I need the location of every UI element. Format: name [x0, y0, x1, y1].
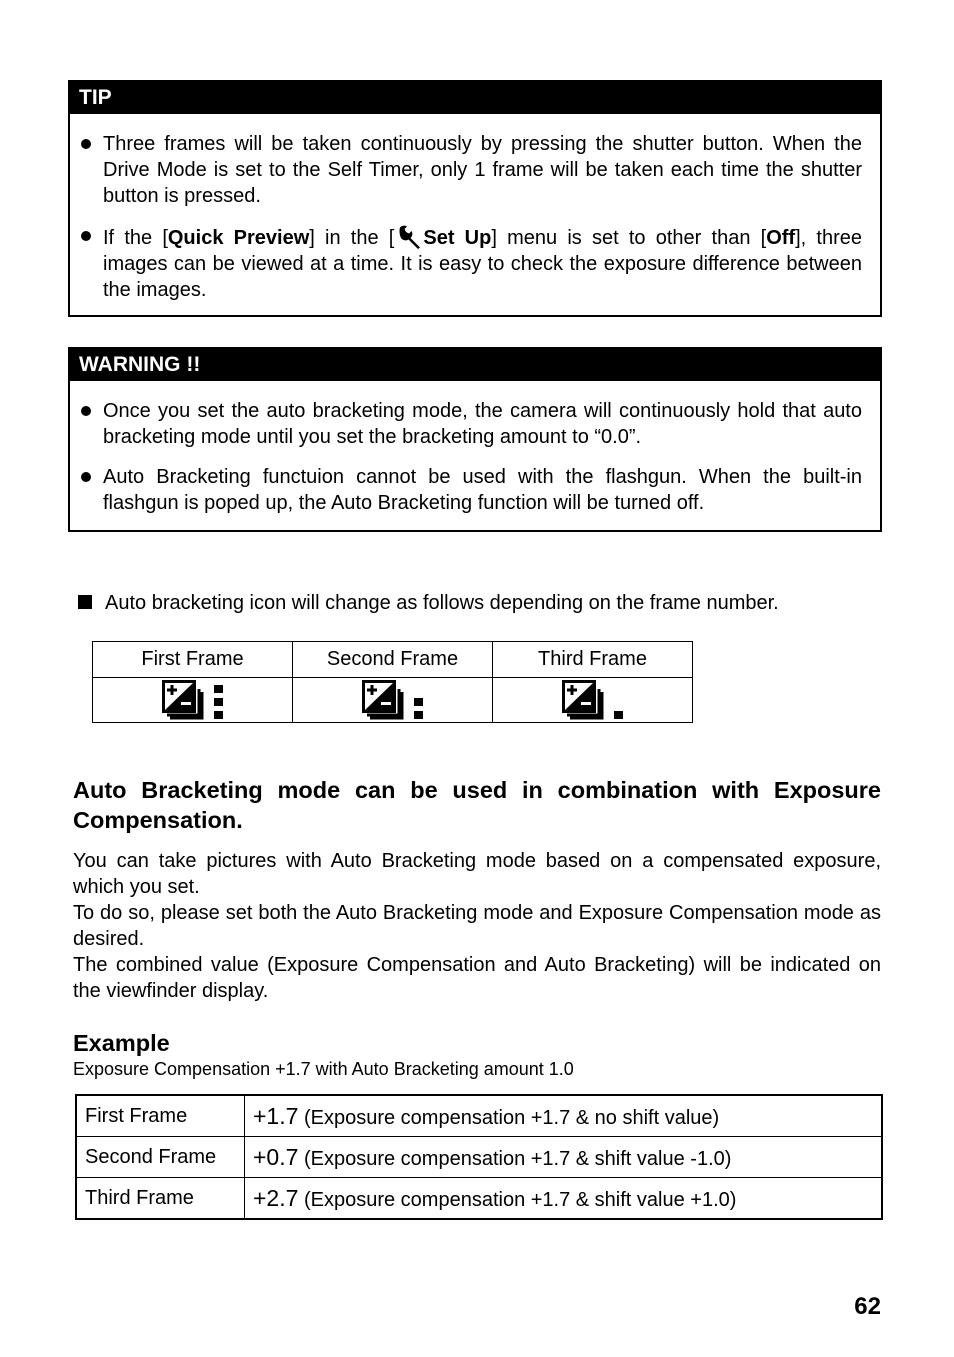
warning-title: WARNING !! [70, 349, 880, 381]
tip-bullet-1-text: Three frames will be taken continuously by pressing the shutter button. When the Drive Mode is set to the Self Timer, only 1 frame will be taken each time the shutter button is pressed. [103, 133, 862, 207]
frame-mark [414, 711, 423, 719]
warning-bullet-1 [81, 398, 862, 450]
auto-bracketing-icon [562, 680, 624, 720]
example-frame-label: First Frame [76, 1095, 245, 1137]
quick-preview-label: Quick Preview [167, 227, 310, 249]
third-frame-header: Third Frame [493, 642, 693, 678]
tip-bullet-2-text-3: ] menu is set to other than [ [491, 227, 767, 249]
warning-bullet-1-text: Once you set the auto bracketing mode, the camera will continuously hold that auto bracketing mode until you set the bracketing amount to “0.0”. [103, 400, 862, 448]
table-row [76, 1095, 882, 1137]
square-bullet-icon [78, 595, 92, 609]
frame-mark [414, 698, 423, 706]
example-subtitle: Exposure Compensation +1.7 with Auto Bracketing amount 1.0 [73, 1059, 574, 1079]
wrench-icon [397, 223, 423, 249]
example-value: +1.7 [253, 1102, 299, 1129]
tip-bullet-2-text-4: ], three images can be viewed at a time. It is easy to check the exposure difference between the images. [103, 227, 862, 301]
auto-bracketing-icon [162, 680, 224, 720]
section-heading: Auto Bracketing mode can be used in combination with Exposure Compensation. [73, 777, 881, 833]
example-title: Example [73, 1030, 170, 1056]
remaining-frame-marks [614, 711, 623, 719]
tip-box [68, 80, 882, 317]
example-value-cell [245, 1178, 883, 1220]
frame-mark [614, 711, 623, 719]
bracketing-note-text: Auto bracketing icon will change as follows depending on the frame number. [105, 592, 779, 614]
third-frame-icon-cell [493, 678, 693, 723]
tip-bullet-2-text-2: ] in the [ [309, 227, 395, 249]
tip-bullet-1 [81, 131, 862, 209]
bracketing-frames-glyph [363, 682, 402, 719]
bullet-dot-icon [81, 406, 91, 416]
frame-mark [214, 711, 223, 719]
table-row [76, 1137, 882, 1178]
example-table [75, 1094, 883, 1220]
remaining-frame-marks [414, 698, 423, 719]
warning-box [68, 347, 882, 532]
example-frame-label: Second Frame [76, 1137, 245, 1178]
paragraph-3: The combined value (Exposure Compensation and Auto Bracketing) will be indicated on the viewfinder display. [73, 954, 881, 1002]
frame-icon-table-icons [93, 678, 693, 723]
remaining-frame-marks [214, 685, 223, 719]
bracketing-note [78, 590, 779, 616]
first-frame-header: First Frame [93, 642, 293, 678]
off-label: Off [766, 227, 796, 249]
example-value-cell [245, 1137, 883, 1178]
frame-mark [214, 685, 223, 693]
tip-body [70, 114, 880, 303]
bullet-dot-icon [81, 472, 91, 482]
second-frame-icon-cell [293, 678, 493, 723]
example-desc: (Exposure compensation +1.7 & shift value -1.0) [298, 1147, 732, 1170]
tip-title: TIP [70, 82, 880, 114]
frame-mark [214, 698, 223, 706]
page-number: 62 [854, 1293, 881, 1320]
auto-bracketing-icon [362, 680, 424, 720]
set-up-label: Set Up [423, 227, 492, 249]
paragraph-2: To do so, please set both the Auto Bracketing mode and Exposure Compensation mode as desired. [73, 902, 881, 950]
tip-bullet-2 [81, 223, 862, 303]
paragraph-1: You can take pictures with Auto Bracketing mode based on a compensated exposure, which you set. [73, 850, 881, 898]
table-row [76, 1178, 882, 1220]
example-value-cell [245, 1095, 883, 1137]
section-body [73, 848, 881, 1004]
warning-bullet-2 [81, 464, 862, 516]
warning-bullet-2-text: Auto Bracketing functuion cannot be used with the flashgun. When the built-in flashgun is poped up, the Auto Bracketing function will be turned off. [103, 466, 862, 514]
frame-icon-table-header [93, 642, 693, 678]
example-value: +0.7 [253, 1143, 299, 1170]
first-frame-icon-cell [93, 678, 293, 723]
bullet-dot-icon [81, 231, 91, 241]
bracketing-frames-glyph [563, 682, 602, 719]
example-value: +2.7 [253, 1184, 299, 1211]
example-desc: (Exposure compensation +1.7 & shift value +1.0) [298, 1188, 737, 1211]
frame-icon-table [92, 641, 693, 723]
tip-bullet-2-text-1: If the [ [103, 227, 168, 249]
example-desc: (Exposure compensation +1.7 & no shift value) [298, 1106, 720, 1129]
bracketing-frames-glyph [163, 682, 202, 719]
warning-body [70, 381, 880, 516]
bullet-dot-icon [81, 139, 91, 149]
example-frame-label: Third Frame [76, 1178, 245, 1220]
second-frame-header: Second Frame [293, 642, 493, 678]
